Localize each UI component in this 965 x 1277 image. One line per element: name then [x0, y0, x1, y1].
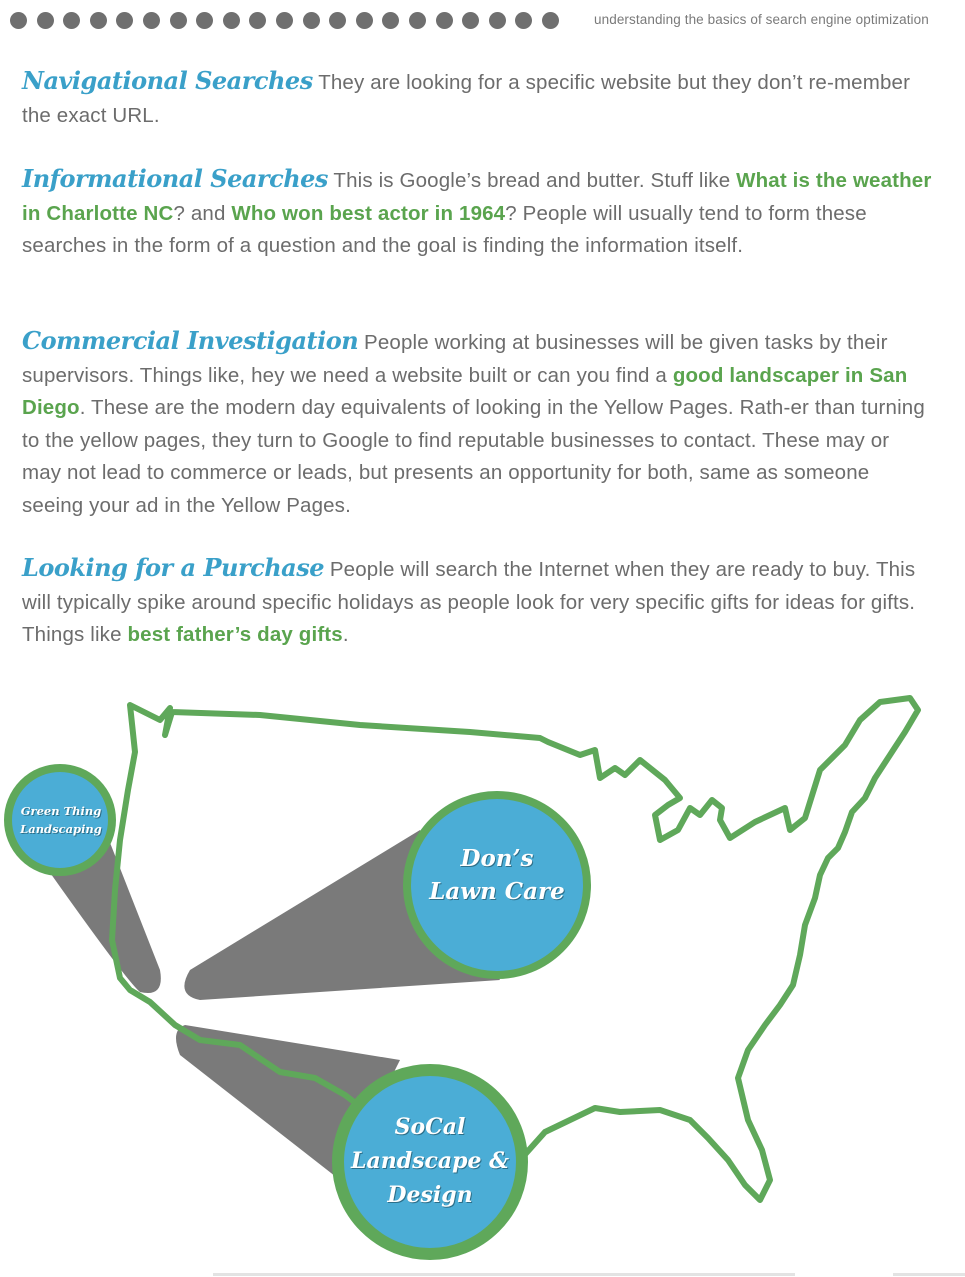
header-dot [276, 12, 293, 29]
section-text: People will search the Internet when they are ready to buy. This will typically spike around specific holidays as people look for very specific gifts for ideas for gifts. Things like [22, 558, 916, 646]
section-text: People working at businesses will be given tasks by their supervisors. Things like, hey we need a website built or can you find a [22, 331, 888, 387]
header-dot [356, 12, 373, 29]
header-dot [382, 12, 399, 29]
section-text: They are looking for a specific website but they don’t re-member the exact URL. [22, 71, 911, 127]
header-dot [10, 12, 27, 29]
section-text: . [342, 623, 349, 646]
highlight-phrase: good landscaper in San Diego [22, 363, 908, 419]
header-dots [10, 12, 559, 29]
section-text: This is Google’s bread and butter. Stuff like [327, 169, 737, 192]
header-dot [489, 12, 506, 29]
header-dot [329, 12, 346, 29]
header-dot [249, 12, 266, 29]
section-text: ? and [173, 201, 232, 225]
header-dot [223, 12, 240, 29]
header-title: understanding the basics of search engine optimization [594, 12, 929, 27]
footer-divider [213, 1273, 795, 1276]
header-dot [170, 12, 187, 29]
green-thing-label: Green Thing Landscaping [20, 804, 102, 836]
header-dot [63, 12, 80, 29]
header-dot [436, 12, 453, 29]
section-heading: Informational Searches [22, 164, 328, 193]
section-heading: Looking for a Purchase [22, 553, 324, 582]
section-purchase [22, 552, 934, 652]
highlight-phrase: best father’s day gifts [127, 623, 343, 646]
header-dot [462, 12, 479, 29]
header-dot [37, 12, 54, 29]
header-dot [515, 12, 532, 29]
section-heading: Navigational Searches [22, 66, 313, 95]
header-dot [303, 12, 320, 29]
dons-lawn-care-label: Don’s Lawn Care [429, 845, 565, 905]
header-dot [90, 12, 107, 29]
section-informational [22, 163, 934, 263]
header-dot [409, 12, 426, 29]
highlight-phrase: Who won best actor in 1964 [231, 201, 506, 225]
header-dot [143, 12, 160, 29]
socal-landscape-label: SoCal Landscape & Design [350, 1114, 510, 1208]
highlight-phrase: What is the weather in Charlotte NC [22, 169, 932, 225]
section-commercial [22, 325, 934, 522]
footer-divider [893, 1273, 965, 1276]
header-dot [116, 12, 133, 29]
section-heading: Commercial Investigation [22, 326, 359, 355]
header-dot [196, 12, 213, 29]
section-text: ? People will usually tend to form these searches in the form of a question and the goal is finding the information itself. [22, 201, 867, 257]
section-text: . These are the modern day equivalents of looking in the Yellow Pages. Rath-er than turning to the yellow pages, they turn to Google to find reputable businesses to contact. These may or may not lead to commerce or leads, but presents an opportunity for both, same as someone seeing your ad in the Yellow Pages. [22, 396, 925, 517]
header-dot [542, 12, 559, 29]
section-navigational [22, 65, 934, 132]
